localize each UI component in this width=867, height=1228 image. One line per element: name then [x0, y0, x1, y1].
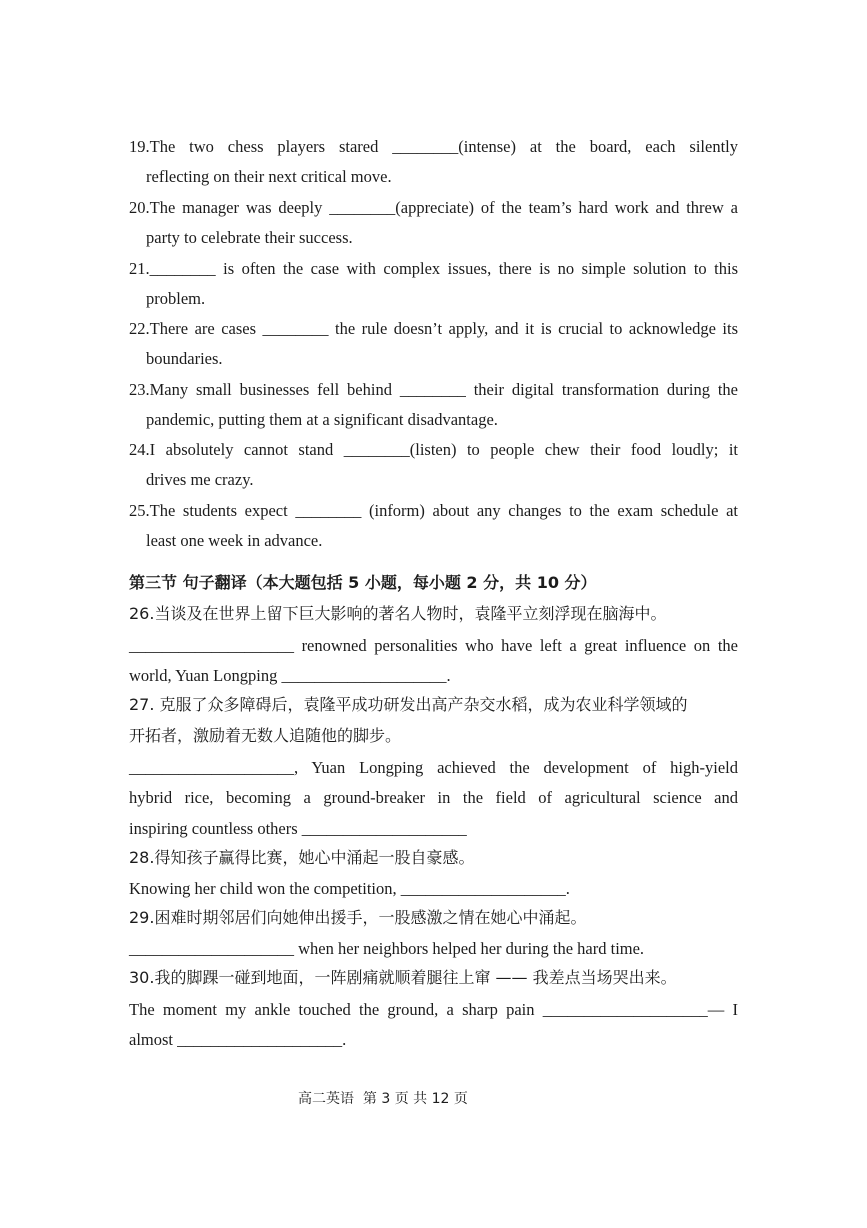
q30-line-1: The moment my ankle touched the ground, a sharp pain ____________________— I: [129, 1000, 738, 1019]
q22-line-2: boundaries.: [146, 349, 223, 368]
q21-line-1: 21.________ is often the case with complex issues, there is no simple solution to this: [129, 259, 738, 278]
q30-chinese: 30.我的脚踝一碰到地面，一阵剧痛就顺着腿往上窜 —— 我差点当场哭出来。: [129, 968, 677, 987]
q24-line-1: 24.I absolutely cannot stand ________(listen) to people chew their food loudly; it: [129, 440, 738, 459]
q27-line-3: inspiring countless others ____________________: [129, 819, 467, 838]
q23-line-1: 23.Many small businesses fell behind ________ their digital transformation during the: [129, 380, 738, 399]
q28-chinese: 28.得知孩子赢得比赛，她心中涌起一股自豪感。: [129, 848, 475, 867]
q26-line-2: world, Yuan Longping ____________________.: [129, 666, 451, 685]
q21-line-2: problem.: [146, 289, 206, 308]
q26-line-1: ____________________ renowned personalities who have left a great influence on the: [129, 636, 738, 655]
q22-line-1: 22.There are cases ________ the rule doesn’t apply, and it is crucial to acknowledge its: [129, 319, 738, 338]
q26-chinese: 26.当谈及在世界上留下巨大影响的著名人物时，袁隆平立刻浮现在脑海中。: [129, 604, 667, 623]
q29-line-1: ____________________ when her neighbors helped her during the hard time.: [129, 939, 645, 958]
section-heading: 第三节 句子翻译（本大题包括 5 小题，每小题 2 分，共 10 分）: [129, 573, 597, 592]
q24-line-2: drives me crazy.: [146, 470, 254, 489]
q27-line-1: ____________________, Yuan Longping achieved the development of high-yield: [129, 758, 738, 777]
q28-line-1: Knowing her child won the competition, ____________________.: [129, 879, 570, 898]
q30-line-2: almost ____________________.: [129, 1030, 347, 1049]
page-footer: 高二英语 第 3 页 共 12 页: [298, 1091, 468, 1107]
q27-chinese-1: 27. 克服了众多障碍后，袁隆平成功研发出高产杂交水稻，成为农业科学领域的: [129, 695, 688, 714]
q20-line-2: party to celebrate their success.: [146, 228, 353, 247]
q27-chinese-2: 开拓者，激励着无数人追随他的脚步。: [129, 726, 402, 745]
q25-line-1: 25.The students expect ________ (inform) about any changes to the exam schedule at: [129, 501, 738, 520]
q27-line-2: hybrid rice, becoming a ground-breaker in the field of agricultural science and: [129, 788, 738, 807]
q25-line-2: least one week in advance.: [146, 531, 323, 550]
q19-line-2: reflecting on their next critical move.: [146, 167, 392, 186]
q19-line-1: 19.The two chess players stared ________(intense) at the board, each silently: [129, 137, 738, 156]
q20-line-1: 20.The manager was deeply ________(appreciate) of the team’s hard work and threw a: [129, 198, 738, 217]
q23-line-2: pandemic, putting them at a significant disadvantage.: [146, 410, 498, 429]
q29-chinese: 29.困难时期邻居们向她伸出援手，一股感激之情在她心中涌起。: [129, 908, 587, 927]
